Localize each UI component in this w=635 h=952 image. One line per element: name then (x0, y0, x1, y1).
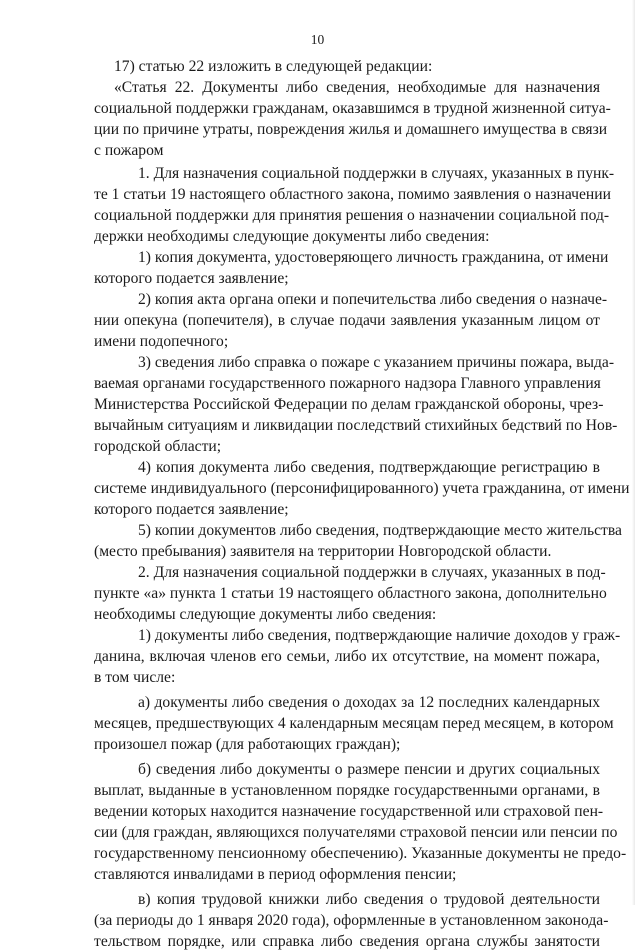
text-line: те 1 статьи 19 настоящего областного закона, помимо заявления о назначении (94, 186, 611, 203)
text-line: данина, включая членов его семьи, либо их отсутствие, на момент пожара, (94, 648, 600, 665)
text-line: держки необходимы следующие документы либо сведения: (94, 228, 490, 245)
text-line: месяцев, предшествующих 4 календарным месяцам перед месяцем, в котором (94, 715, 614, 732)
text-line: ваемая органами государственного пожарного надзора Главного управления (94, 375, 601, 392)
text-line: Министерства Российской Федерации по делам гражданской обороны, чрез- (94, 396, 604, 413)
text-line: которого подается заявление; (94, 270, 289, 287)
text-line: пункте «а» пункта 1 статьи 19 настоящего областного закона, дополнительно (94, 585, 607, 602)
text-line: 1. Для назначения социальной поддержки в случаях, указанных в пунк- (138, 165, 615, 182)
text-line: 2) копия акта органа опеки и попечительства либо сведения о назначе- (138, 291, 608, 308)
text-line: которого подается заявление; (94, 501, 289, 518)
text-line: городской области; (94, 438, 222, 455)
text-line: выплат, выданные в установленном порядке государственными органами, в (94, 782, 600, 799)
text-line: системе индивидуального (персонифицированного) учета гражданина, от имени (94, 480, 630, 497)
text-line: 4) копия документа либо сведения, подтверждающие регистрацию в (138, 459, 600, 476)
text-line: а) документы либо сведения о доходах за 12 последних календарных (138, 694, 600, 711)
text-line: 1) копия документа, удостоверяющего личность гражданина, от имени (138, 249, 609, 266)
text-line: (место пребывания) заявителя на территории Новгородской области. (94, 543, 552, 560)
text-line: социальной поддержки для принятия решения о назначении социальной под- (94, 207, 610, 224)
text-line: нии опекуна (попечителя), в случае подачи заявления указанным лицом от (94, 312, 600, 329)
document-body (94, 56, 630, 952)
text-line: 1) документы либо сведения, подтверждающие наличие доходов у граж- (138, 627, 621, 644)
text-line: тельством порядке, или справка либо сведения органа службы занятости (94, 933, 600, 950)
text-line: «Статья 22. Документы либо сведения, необходимые для назначения (114, 79, 600, 96)
text-line: 5) копии документов либо сведения, подтверждающие место жительства (138, 522, 622, 539)
text-line: вычайным ситуациям и ликвидации последствий стихийных бедствий по Нов- (94, 417, 618, 434)
text-line: имени подопечного; (94, 333, 229, 350)
text-line: необходимы следующие документы либо сведения: (94, 606, 437, 623)
text-line: б) сведения либо документы о размере пенсии и других социальных (138, 761, 600, 778)
text-line: ции по причине утраты, повреждения жилья и домашнего имущества в связи (94, 121, 608, 138)
text-line: государственному пенсионному обеспечению). Указанные документы не предо- (94, 845, 627, 862)
text-line: 2. Для назначения социальной поддержки в случаях, указанных в под- (138, 564, 606, 581)
text-line: ставляются инвалидами в период оформления пенсии; (94, 866, 457, 883)
text-line: (за периоды до 1 января 2020 года), оформленные в установленном законода- (94, 912, 609, 929)
page-number: 10 (310, 32, 325, 47)
text-line: 17) статью 22 изложить в следующей редакции: (114, 58, 433, 75)
text-line: в том числе: (94, 669, 176, 686)
text-line: сии (для граждан, являющихся получателями страховой пенсии или пенсии по (94, 824, 618, 841)
text-line: социальной поддержки гражданам, оказавшимся в трудной жизненной ситуа- (94, 100, 611, 117)
text-line: ведении которых находится назначение государственной или страховой пен- (94, 803, 604, 820)
text-line: произошел пожар (для работающих граждан); (94, 736, 401, 753)
text-line: с пожаром (94, 142, 164, 159)
text-line: в) копия трудовой книжки либо сведения о трудовой деятельности (138, 891, 600, 908)
text-line: 3) сведения либо справка о пожаре с указанием причины пожара, выда- (138, 354, 615, 371)
